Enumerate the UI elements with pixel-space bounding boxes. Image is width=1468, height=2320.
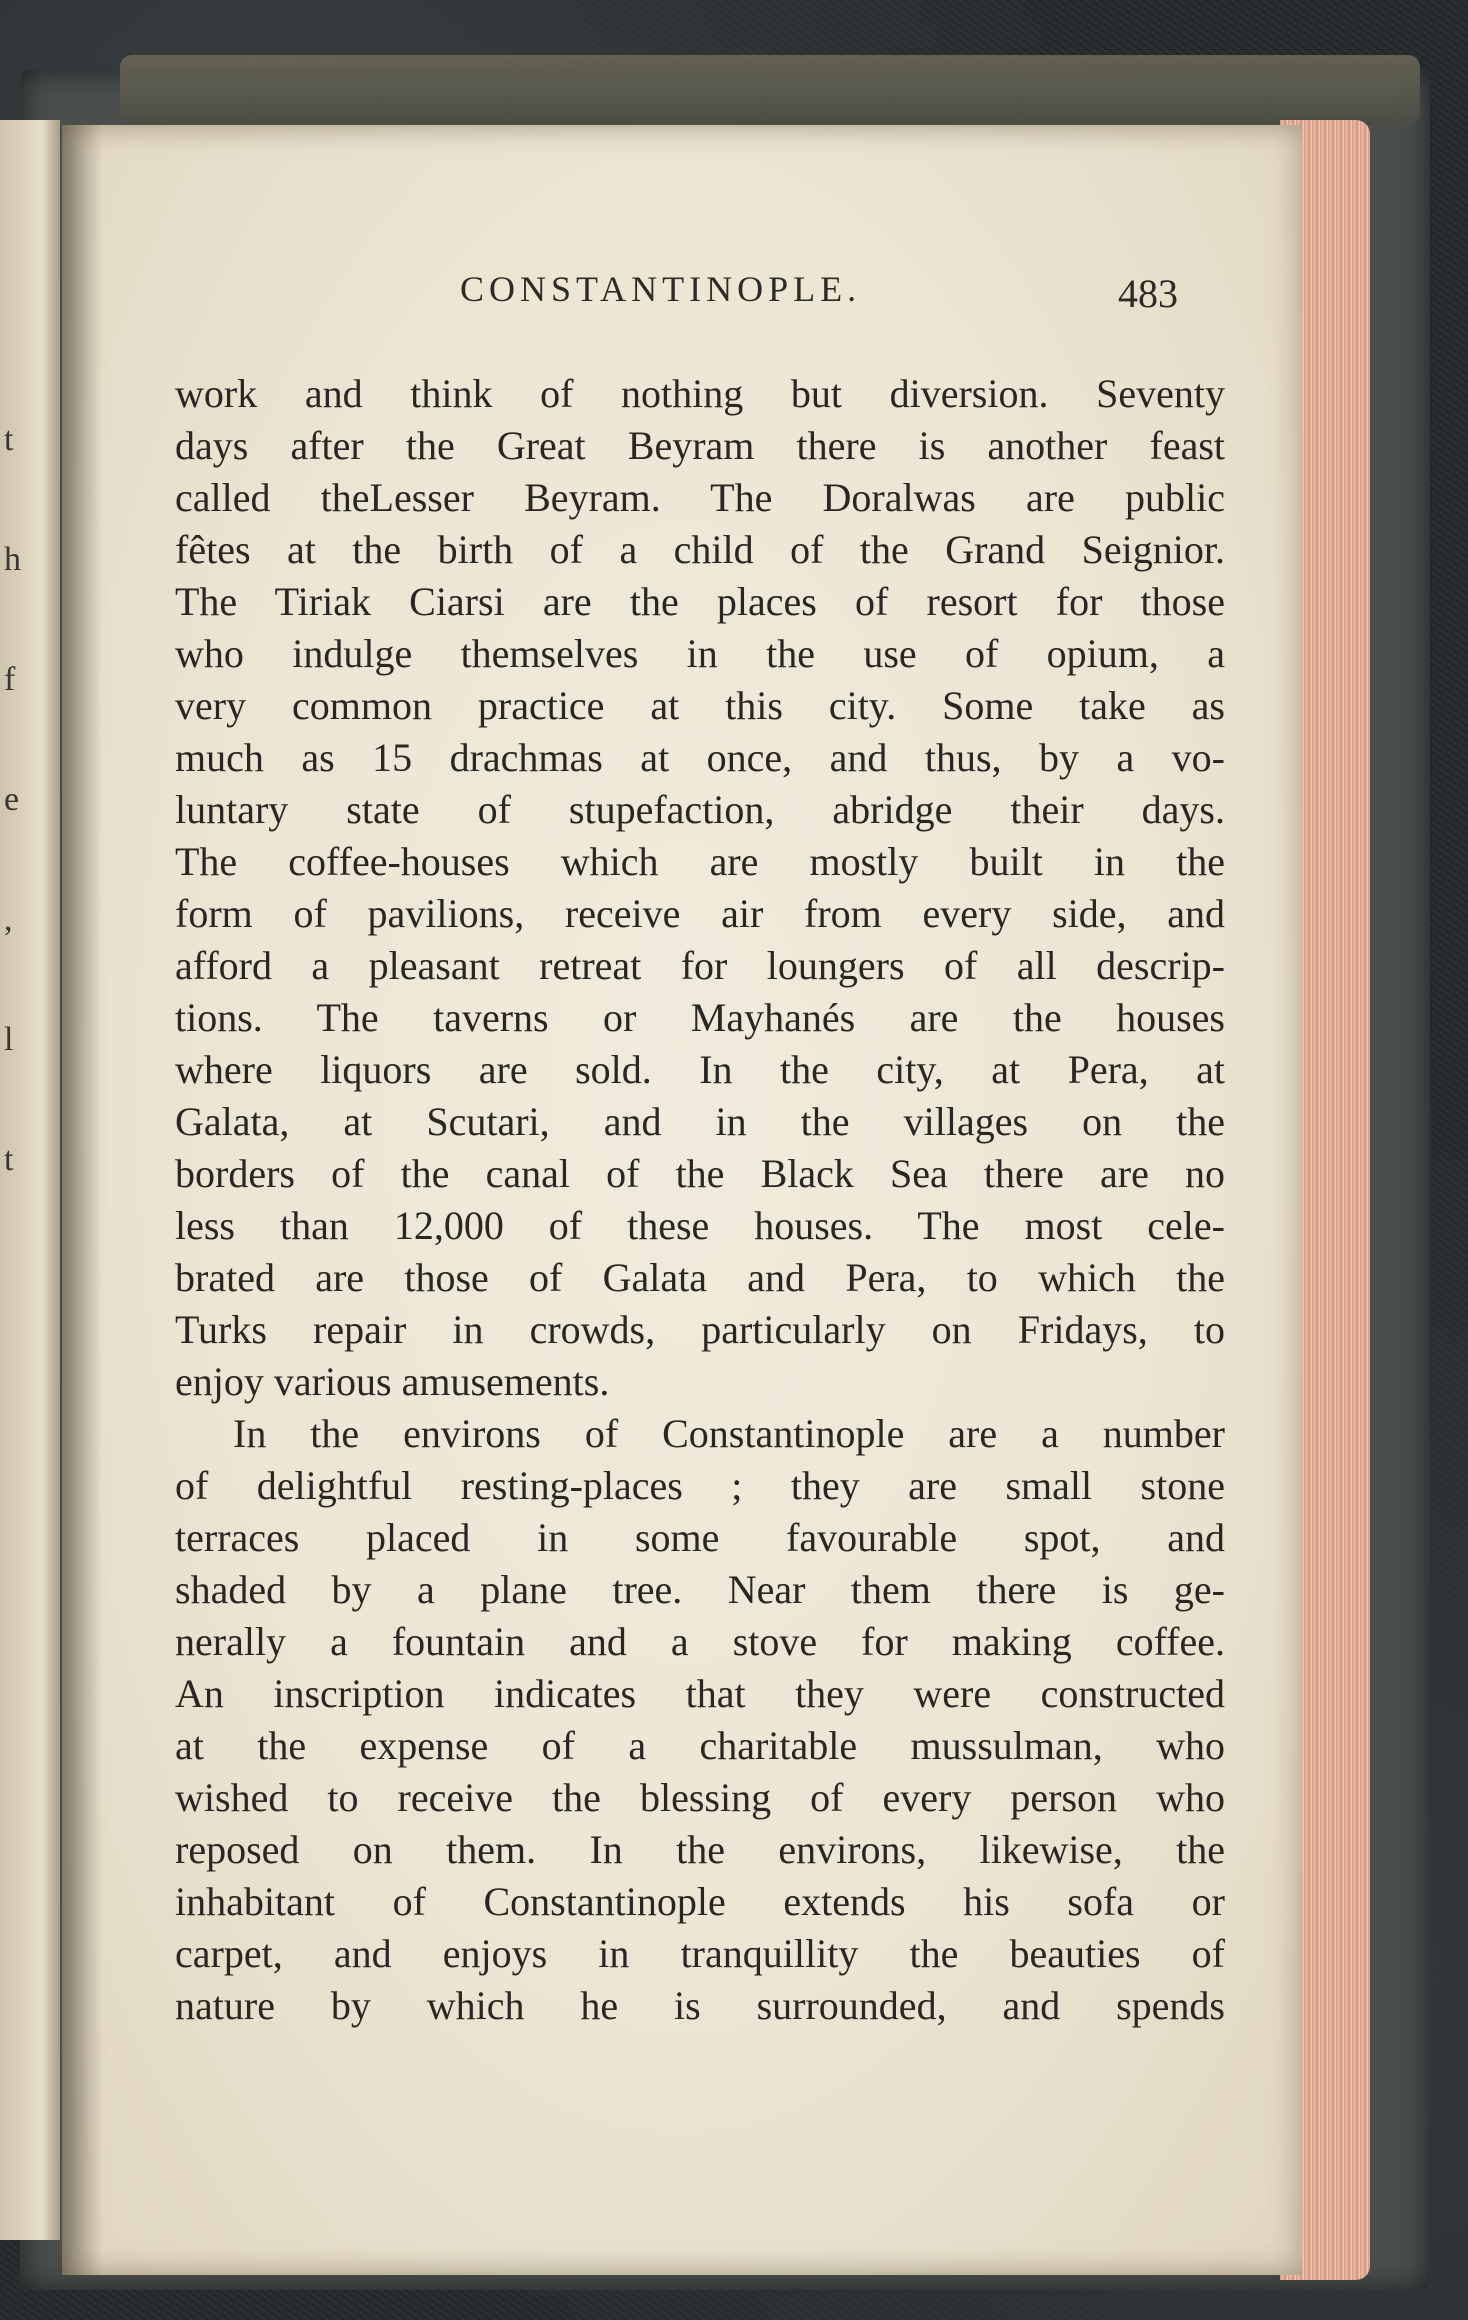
text-line: Galata, at Scutari, and in the villages on the — [175, 1099, 1225, 1144]
left-fragment: e — [4, 781, 20, 818]
text-line: very common practice at this city. Some take as — [175, 683, 1225, 728]
text-line: reposed on them. In the environs, likewise, the — [175, 1827, 1225, 1872]
page-number: 483 — [1118, 271, 1178, 316]
text-line: fêtes at the birth of a child of the Grand Seignior. — [175, 527, 1225, 572]
text-line: work and think of nothing but diversion. Seventy — [175, 371, 1225, 416]
left-fragment: h — [4, 541, 21, 578]
text-line: days after the Great Beyram there is another feast — [175, 423, 1225, 468]
left-page-edge — [0, 120, 60, 2240]
text-line: Turks repair in crowds, particularly on Fridays, to — [175, 1307, 1225, 1352]
text-line: luntary state of stupefaction, abridge their days. — [175, 787, 1225, 832]
left-page-fragments — [4, 380, 24, 1220]
paragraph-start-line: In the environs of Constantinople are a number — [233, 1411, 1225, 1456]
left-fragment: f — [4, 661, 16, 698]
text-line: nature by which he is surrounded, and spends — [175, 1983, 1225, 2028]
text-line: tions. The taverns or Mayhanés are the houses — [175, 995, 1225, 1040]
cover-wear — [120, 55, 1420, 125]
running-head: CONSTANTINOPLE. — [460, 269, 862, 309]
text-line: much as 15 drachmas at once, and thus, by a vo- — [175, 735, 1225, 780]
text-line: wished to receive the blessing of every person who — [175, 1775, 1225, 1820]
text-line: borders of the canal of the Black Sea there are no — [175, 1151, 1225, 1196]
body-text — [175, 368, 1225, 2032]
text-line: less than 12,000 of these houses. The most cele- — [175, 1203, 1225, 1248]
left-fragment: t — [4, 421, 14, 458]
text-line: form of pavilions, receive air from every side, and — [175, 891, 1225, 936]
text-line: inhabitant of Constantinople extends his sofa or — [175, 1879, 1225, 1924]
text-line: nerally a fountain and a stove for making coffee. — [175, 1619, 1225, 1664]
spine-shadow — [62, 125, 102, 2275]
text-line: The coffee-houses which are mostly built in the — [175, 839, 1225, 884]
text-line: carpet, and enjoys in tranquillity the beauties of — [175, 1931, 1225, 1976]
text-line: called theLesser Beyram. The Doralwas are public — [175, 475, 1225, 520]
left-fragment: l — [4, 1021, 14, 1058]
text-line: shaded by a plane tree. Near them there is ge- — [175, 1567, 1225, 1612]
text-line: afford a pleasant retreat for loungers of all descrip- — [175, 943, 1225, 988]
left-fragment: , — [4, 901, 13, 938]
text-line: An inscription indicates that they were constructed — [175, 1671, 1225, 1716]
text-line: of delightful resting-places ; they are small stone — [175, 1463, 1225, 1508]
text-line: The Tiriak Ciarsi are the places of resort for those — [175, 579, 1225, 624]
text-line: brated are those of Galata and Pera, to which the — [175, 1255, 1225, 1300]
text-line: who indulge themselves in the use of opium, a — [175, 631, 1225, 676]
text-line: terraces placed in some favourable spot, and — [175, 1515, 1225, 1560]
left-fragment: t — [4, 1141, 14, 1178]
text-line: where liquors are sold. In the city, at Pera, at — [175, 1047, 1225, 1092]
text-line: at the expense of a charitable mussulman, who — [175, 1723, 1225, 1768]
paragraph-end-line: enjoy various amusements. — [175, 1359, 610, 1404]
